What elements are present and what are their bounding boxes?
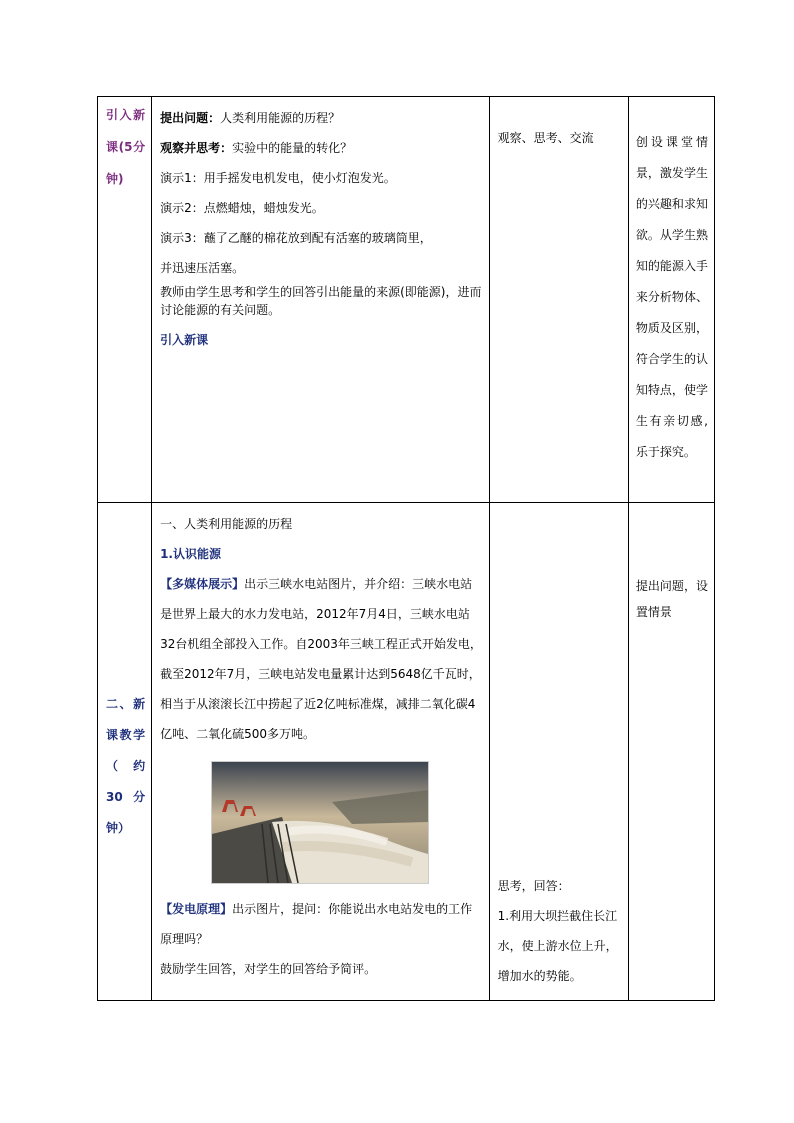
student-activity-cell (489, 97, 628, 503)
section-heading: 一、人类利用能源的历程 (160, 517, 293, 531)
demo-1: 演示1：用手摇发电机发电，使小灯泡发光。 (160, 171, 396, 185)
student-answer: 1.利用大坝拦截住长江水，使上游水位上升，增加水的势能。 (497, 909, 618, 983)
student-title: 思考，回答： (497, 879, 570, 893)
intro-new-lesson: 引入新课 (160, 333, 209, 347)
stage-label: 二、新课教学（约30分钟） (106, 697, 146, 835)
encourage-text: 鼓励学生回答，对学生的回答给予简评。 (160, 962, 377, 976)
student-activity-cell (489, 503, 628, 1001)
media-text: 出示三峡水电站图片，并介绍：三峡水电站是世界上最大的水力发电站，2012年7月4日，三峡水电站32台机组全部投入工作。自2003年三峡工程正式开始发电，截至2012年7月，三峡电站发电量累计达到5648亿千瓦时，相当于从滚滚长江中捞起了近2亿吨标准煤，减排二氧化碳4亿吨、二氧化硫500多万吨。 (160, 577, 482, 741)
observe-text: 实验中的能量的转化？ (232, 141, 353, 155)
stage-cell (98, 503, 152, 1001)
observe-label: 观察并思考： (160, 141, 233, 155)
design-intent: 创设课堂情景，激发学生的兴趣和求知欲。从学生熟知的能源入手来分析物体、物质及区别，符合学生的认知特点，使学生有亲切感,乐于探究。 (635, 135, 708, 459)
principle-text: 出示图片，提问：你能说出水电站发电的工作原理吗？ (160, 902, 473, 946)
dam-image (212, 762, 428, 883)
principle-label: 【发电原理】 (160, 902, 233, 916)
design-intent-cell (628, 97, 714, 503)
question-text: 人类利用能源的历程？ (220, 111, 341, 125)
stage-cell (98, 97, 152, 503)
design-intent-cell (628, 503, 714, 1001)
content-cell (152, 97, 490, 503)
content-cell (152, 503, 490, 1001)
media-label: 【多媒体展示】 (160, 577, 245, 591)
demo-2: 演示2：点燃蜡烛，蜡烛发光。 (160, 201, 324, 215)
teacher-text: 教师由学生思考和学生的回答引出能量的来源(即能源)，进而讨论能源的有关问题。 (160, 285, 482, 317)
table-row (98, 97, 715, 503)
three-gorges-dam-photo (211, 761, 429, 884)
demo-3-cont: 并迅速压活塞。 (160, 261, 245, 275)
lesson-plan-table (97, 96, 715, 1001)
subsection-heading: 1.认识能源 (160, 547, 221, 561)
demo-3: 演示3：蘸了乙醚的棉花放到配有活塞的玻璃筒里， (160, 231, 432, 245)
stage-label: 引入新课(5分钟) (106, 108, 146, 186)
design-intent: 提出问题，设置情景 (635, 579, 708, 619)
table-row (98, 503, 715, 1001)
student-activity: 观察、思考、交流 (497, 131, 594, 145)
question-label: 提出问题： (160, 111, 221, 125)
